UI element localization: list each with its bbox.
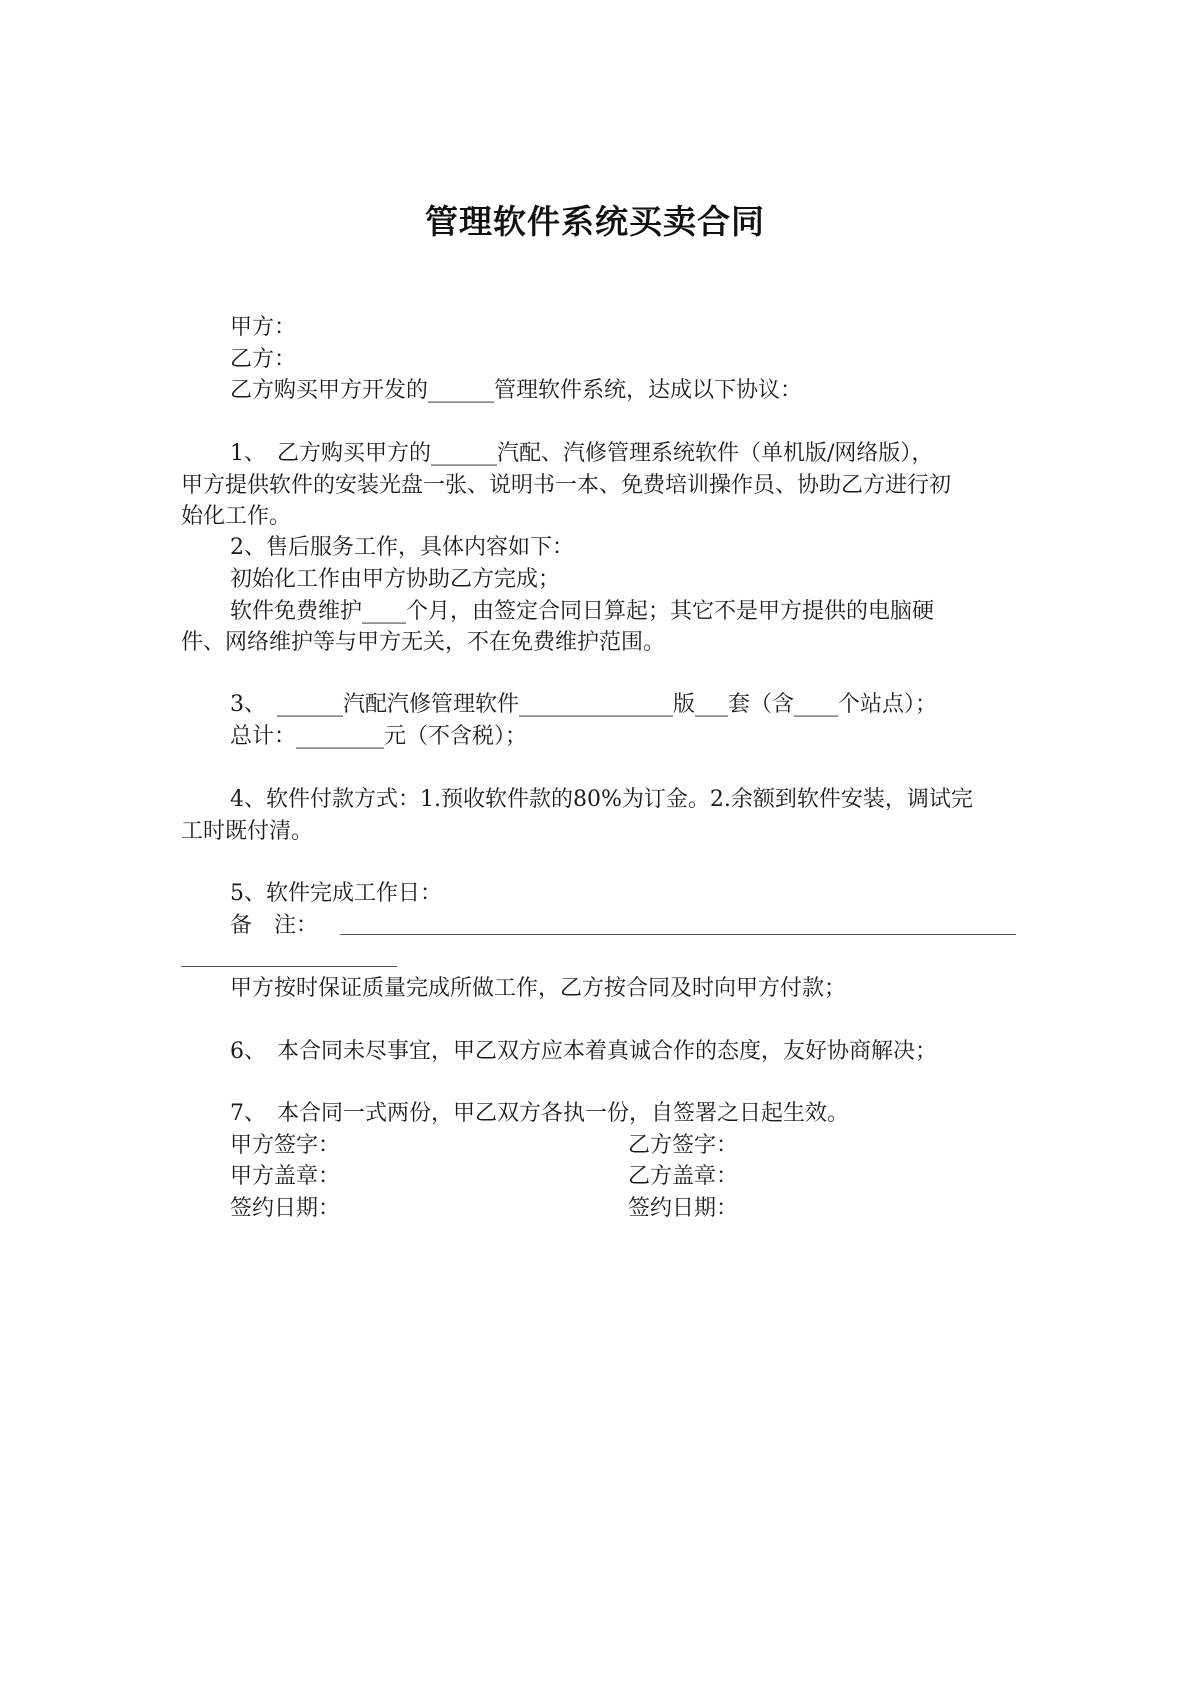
party-a-label: 甲方： — [230, 315, 297, 340]
clause-1-line-3: 始化工作。 — [181, 504, 292, 529]
clause-5-line-2: 甲方按时保证质量完成所做工作，乙方按合同及时向甲方付款； — [230, 976, 847, 1001]
party-a-seal: 甲方盖章： — [230, 1164, 341, 1189]
document-title: 管理软件系统买卖合同 — [425, 202, 765, 241]
clause-6: 6、 本合同未尽事宜，甲乙双方应本着真诚合作的态度，友好协商解决； — [230, 1039, 937, 1064]
clause-4-line-1: 4、软件付款方式：1.预收软件款的80%为订金。2.余额到软件安装，调试完 — [230, 787, 973, 812]
clause-2-line-1: 初始化工作由甲方协助乙方完成； — [230, 567, 561, 592]
clause-5-title: 5、软件完成工作日： — [230, 881, 442, 906]
clause-2-title: 2、售后服务工作，具体内容如下： — [230, 535, 574, 560]
party-a-date: 签约日期： — [230, 1196, 341, 1221]
clause-2-line-3: 件、网络维护等与甲方无关，不在免费维护范围。 — [181, 630, 666, 655]
clause-3-line-2: 总计：________元（不含税）； — [230, 724, 528, 749]
clause-1-line-1: 1、 乙方购买甲方的______汽配、汽修管理系统软件（单机版/网络版）， — [230, 441, 934, 466]
clause-4-line-2: 工时既付清。 — [181, 819, 314, 844]
party-b-seal: 乙方盖章： — [628, 1164, 739, 1189]
note-label: 备 注： — [230, 913, 319, 938]
party-b-date: 签约日期： — [628, 1196, 739, 1221]
note-underline-1 — [340, 934, 1016, 935]
party-b-signature: 乙方签字： — [628, 1133, 739, 1158]
note-underline-2 — [181, 966, 397, 967]
clause-1-line-2: 甲方提供软件的安装光盘一张、说明书一本、免费培训操作员、协助乙方进行初 — [181, 473, 952, 498]
clause-3-line-1: 3、 ______汽配汽修管理软件______________版___套（含____个站点）； — [230, 692, 937, 717]
clause-2-line-2: 软件免费维护____个月，由签定合同日算起；其它不是甲方提供的电脑硬 — [230, 599, 935, 624]
clause-7: 7、 本合同一式两份，甲乙双方各执一份，自签署之日起生效。 — [230, 1101, 849, 1126]
party-a-signature: 甲方签字： — [230, 1133, 341, 1158]
intro-paragraph: 乙方购买甲方开发的______管理软件系统，达成以下协议： — [230, 378, 803, 403]
party-b-label: 乙方： — [230, 347, 297, 372]
